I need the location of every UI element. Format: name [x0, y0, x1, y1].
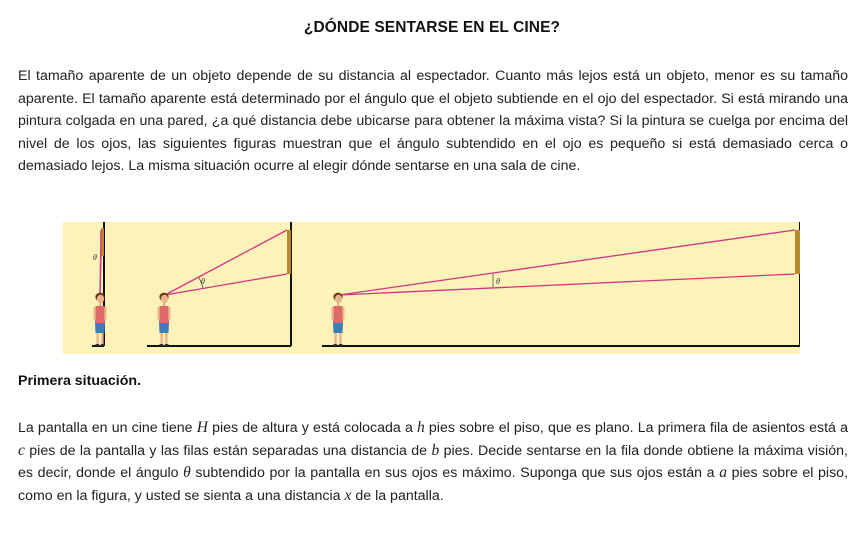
problem-text: pies de la pantalla y las filas están separadas una distancia de [24, 442, 432, 459]
variable-theta: θ [183, 464, 191, 481]
problem-text: subtendido por la pantalla en sus ojos es máximo. Suponga que sus ojos están a [190, 465, 720, 481]
problem-text: La pantalla en un cine tiene [18, 420, 197, 436]
sight-line-bottom [165, 274, 287, 295]
painting [287, 230, 291, 274]
page-title: ¿DÓNDE SENTARSE EN EL CINE? [303, 19, 561, 36]
figure-panel-too-close [92, 222, 107, 346]
viewer-figure [158, 293, 171, 346]
viewer-figure [332, 293, 345, 346]
variable-x: x [344, 486, 352, 504]
sight-line-top [165, 230, 287, 295]
sight-line-bottom [339, 274, 795, 295]
variable-h: h [417, 419, 425, 436]
problem-text: de la pantalla. [351, 487, 444, 504]
theta-label: θ [201, 277, 205, 286]
variable-a: a [719, 464, 727, 481]
problem-text: pies de altura y está colocada a [207, 420, 417, 436]
figure-panel-optimal [147, 222, 291, 346]
section-heading: Primera situación. [18, 373, 142, 389]
figure-panel-too-far [322, 222, 800, 346]
viewing-angle-figure [63, 222, 800, 354]
variable-b: b [431, 441, 440, 459]
variable-c: c [18, 441, 25, 459]
sight-line-top [339, 230, 795, 295]
theta-label: θ [93, 253, 97, 262]
intro-paragraph: El tamaño aparente de un objeto depende de su distancia al espectador. Cuanto más lejos está un objeto, menor es su tamaño aparente. El tamaño aparente está determinado por el ángulo que el objeto subtiende en el ojo del espectador. Si está mirando una pintura colgada en una pared, ¿a qué distancia debe ubicarse para obtener la máxima vista? Si la pintura se cuelga por encima del nivel de los ojos, las siguientes figuras muestran que el ángulo subtendido en el ojo es pequeño si está demasiado cerca o demasiado lejos. La misma situación ocurre al elegir dónde sentarse en una sala de cine. [18, 68, 848, 174]
painting [795, 230, 800, 274]
problem-text: pies sobre el piso, como en la figura, y usted se sienta a una distancia [18, 465, 849, 504]
problem-text: pies. Decide sentarse en la fila donde obtiene la máxima visión, es decir, donde el ángulo [18, 442, 848, 481]
theta-label: θ [496, 277, 500, 286]
problem-paragraph [18, 417, 848, 507]
variable-H: H [196, 419, 208, 436]
problem-text: pies sobre el piso, que es plano. La primera fila de asientos está a [424, 420, 848, 436]
